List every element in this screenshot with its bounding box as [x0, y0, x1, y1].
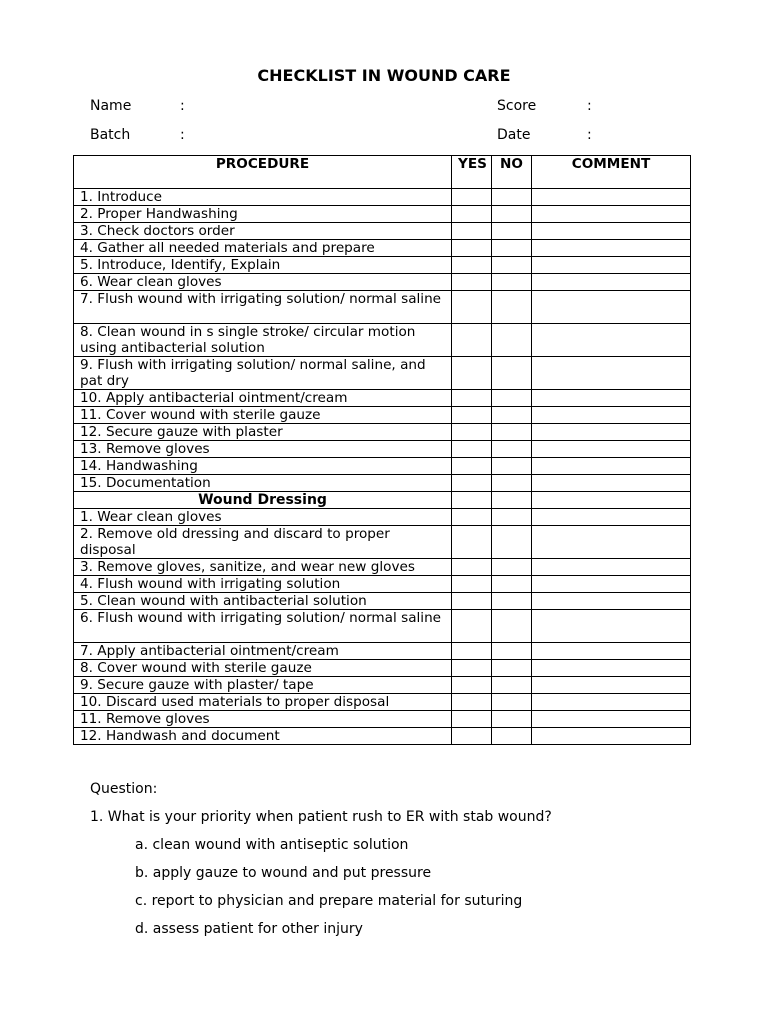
procedure-cell: 8. Cover wound with sterile gauze [74, 660, 452, 677]
comment-cell[interactable] [532, 357, 691, 390]
yes-cell[interactable] [452, 407, 492, 424]
procedure-cell: 4. Gather all needed materials and prepare [74, 240, 452, 257]
no-cell[interactable] [492, 424, 532, 441]
no-cell[interactable] [492, 390, 532, 407]
yes-cell[interactable] [452, 492, 492, 509]
comment-cell[interactable] [532, 559, 691, 576]
no-cell[interactable] [492, 643, 532, 660]
yes-cell[interactable] [452, 593, 492, 610]
score-label: Score [497, 98, 537, 114]
yes-cell[interactable] [452, 711, 492, 728]
date-colon: : [587, 127, 592, 143]
table-row [74, 509, 691, 526]
yes-cell[interactable] [452, 206, 492, 223]
procedure-cell: 4. Flush wound with irrigating solution [74, 576, 452, 593]
table-row [74, 677, 691, 694]
table-row [74, 660, 691, 677]
yes-cell[interactable] [452, 526, 492, 559]
section-row [74, 492, 691, 509]
procedure-cell: 5. Introduce, Identify, Explain [74, 257, 452, 274]
comment-cell[interactable] [532, 424, 691, 441]
procedure-cell: 2. Proper Handwashing [74, 206, 452, 223]
procedure-cell: 12. Handwash and document [74, 728, 452, 745]
yes-cell[interactable] [452, 189, 492, 206]
comment-cell[interactable] [532, 458, 691, 475]
table-row [74, 458, 691, 475]
procedure-cell: 1. Wear clean gloves [74, 509, 452, 526]
procedure-header: PROCEDURE [74, 156, 452, 189]
yes-cell[interactable] [452, 643, 492, 660]
no-cell[interactable] [492, 694, 532, 711]
procedure-cell: 15. Documentation [74, 475, 452, 492]
table-row [74, 274, 691, 291]
yes-cell[interactable] [452, 509, 492, 526]
comment-cell[interactable] [532, 576, 691, 593]
comment-cell[interactable] [532, 711, 691, 728]
no-cell[interactable] [492, 728, 532, 745]
no-cell[interactable] [492, 509, 532, 526]
comment-cell[interactable] [532, 526, 691, 559]
yes-cell[interactable] [452, 424, 492, 441]
section-title: Wound Dressing [74, 492, 452, 509]
table-row [74, 593, 691, 610]
table-row [74, 390, 691, 407]
yes-cell[interactable] [452, 660, 492, 677]
no-cell[interactable] [492, 206, 532, 223]
no-cell[interactable] [492, 526, 532, 559]
yes-cell[interactable] [452, 441, 492, 458]
no-cell[interactable] [492, 257, 532, 274]
procedure-cell: 12. Secure gauze with plaster [74, 424, 452, 441]
procedure-cell: 13. Remove gloves [74, 441, 452, 458]
yes-cell[interactable] [452, 257, 492, 274]
comment-cell[interactable] [532, 509, 691, 526]
procedure-cell: 11. Remove gloves [74, 711, 452, 728]
comment-cell[interactable] [532, 492, 691, 509]
no-cell[interactable] [492, 189, 532, 206]
procedure-cell: 7. Flush wound with irrigating solution/ normal saline [74, 291, 452, 324]
page-title: CHECKLIST IN WOUND CARE [257, 66, 511, 85]
no-cell[interactable] [492, 610, 532, 643]
no-cell[interactable] [492, 660, 532, 677]
table-header-row [74, 156, 691, 189]
comment-cell[interactable] [532, 593, 691, 610]
table-row [74, 643, 691, 660]
comment-cell[interactable] [532, 324, 691, 357]
table-row [74, 475, 691, 492]
procedure-cell: 2. Remove old dressing and discard to proper disposal [74, 526, 452, 559]
name-label: Name [90, 98, 132, 114]
comment-cell[interactable] [532, 274, 691, 291]
yes-cell[interactable] [452, 728, 492, 745]
no-cell[interactable] [492, 593, 532, 610]
comment-cell[interactable] [532, 223, 691, 240]
comment-cell[interactable] [532, 206, 691, 223]
comment-cell[interactable] [532, 728, 691, 745]
batch-label: Batch [90, 127, 131, 143]
comment-cell[interactable] [532, 189, 691, 206]
no-cell[interactable] [492, 357, 532, 390]
no-cell[interactable] [492, 240, 532, 257]
option-b[interactable]: b. apply gauze to wound and put pressure [135, 865, 432, 881]
table-row [74, 257, 691, 274]
comment-cell[interactable] [532, 257, 691, 274]
table-row [74, 559, 691, 576]
yes-cell[interactable] [452, 677, 492, 694]
procedure-cell: 3. Remove gloves, sanitize, and wear new gloves [74, 559, 452, 576]
no-cell[interactable] [492, 492, 532, 509]
yes-header: YES [452, 156, 492, 189]
comment-cell[interactable] [532, 240, 691, 257]
no-cell[interactable] [492, 324, 532, 357]
date-label: Date [497, 127, 531, 143]
procedure-cell: 5. Clean wound with antibacterial solution [74, 593, 452, 610]
table-row [74, 576, 691, 593]
question-1: 1. What is your priority when patient rush to ER with stab wound? [90, 809, 552, 825]
batch-colon: : [180, 127, 185, 143]
yes-cell[interactable] [452, 576, 492, 593]
no-cell[interactable] [492, 291, 532, 324]
procedure-cell: 9. Secure gauze with plaster/ tape [74, 677, 452, 694]
table-row [74, 694, 691, 711]
yes-cell[interactable] [452, 475, 492, 492]
comment-cell[interactable] [532, 441, 691, 458]
procedure-cell: 8. Clean wound in s single stroke/ circular motion using antibacterial solution [74, 324, 452, 357]
question-heading: Question: [90, 781, 158, 797]
comment-cell[interactable] [532, 660, 691, 677]
yes-cell[interactable] [452, 357, 492, 390]
yes-cell[interactable] [452, 694, 492, 711]
comment-cell[interactable] [532, 291, 691, 324]
table-row [74, 223, 691, 240]
comment-cell[interactable] [532, 694, 691, 711]
table-row [74, 206, 691, 223]
procedure-cell: 9. Flush with irrigating solution/ normal saline, and pat dry [74, 357, 452, 390]
comment-cell[interactable] [532, 677, 691, 694]
yes-cell[interactable] [452, 390, 492, 407]
procedure-cell: 14. Handwashing [74, 458, 452, 475]
name-colon: : [180, 98, 185, 114]
table-row [74, 526, 691, 559]
procedure-cell: 10. Discard used materials to proper disposal [74, 694, 452, 711]
option-c[interactable]: c. report to physician and prepare material for suturing [135, 893, 523, 909]
procedure-cell: 6. Wear clean gloves [74, 274, 452, 291]
procedure-cell: 11. Cover wound with sterile gauze [74, 407, 452, 424]
option-a[interactable]: a. clean wound with antiseptic solution [135, 837, 409, 853]
yes-cell[interactable] [452, 324, 492, 357]
procedure-cell: 10. Apply antibacterial ointment/cream [74, 390, 452, 407]
procedure-cell: 3. Check doctors order [74, 223, 452, 240]
procedure-cell: 1. Introduce [74, 189, 452, 206]
no-cell[interactable] [492, 475, 532, 492]
no-cell[interactable] [492, 223, 532, 240]
no-cell[interactable] [492, 441, 532, 458]
no-cell[interactable] [492, 677, 532, 694]
table-row [74, 441, 691, 458]
table-row [74, 189, 691, 206]
procedure-cell: 7. Apply antibacterial ointment/cream [74, 643, 452, 660]
yes-cell[interactable] [452, 223, 492, 240]
table-row [74, 610, 691, 643]
table-row [74, 357, 691, 390]
score-colon: : [587, 98, 592, 114]
table-row [74, 728, 691, 745]
checklist-table [73, 155, 691, 745]
yes-cell[interactable] [452, 291, 492, 324]
procedure-cell: 6. Flush wound with irrigating solution/ normal saline [74, 610, 452, 643]
no-cell[interactable] [492, 458, 532, 475]
no-cell[interactable] [492, 559, 532, 576]
table-row [74, 424, 691, 441]
yes-cell[interactable] [452, 559, 492, 576]
no-cell[interactable] [492, 711, 532, 728]
no-cell[interactable] [492, 407, 532, 424]
table-row [74, 240, 691, 257]
option-d[interactable]: d. assess patient for other injury [135, 921, 363, 937]
no-cell[interactable] [492, 274, 532, 291]
comment-cell[interactable] [532, 643, 691, 660]
no-header: NO [492, 156, 532, 189]
no-cell[interactable] [492, 576, 532, 593]
table-row [74, 291, 691, 324]
comment-cell[interactable] [532, 610, 691, 643]
comment-header: COMMENT [532, 156, 691, 189]
table-row [74, 324, 691, 357]
comment-cell[interactable] [532, 407, 691, 424]
yes-cell[interactable] [452, 610, 492, 643]
yes-cell[interactable] [452, 458, 492, 475]
table-row [74, 407, 691, 424]
table-row [74, 711, 691, 728]
yes-cell[interactable] [452, 274, 492, 291]
comment-cell[interactable] [532, 390, 691, 407]
comment-cell[interactable] [532, 475, 691, 492]
yes-cell[interactable] [452, 240, 492, 257]
